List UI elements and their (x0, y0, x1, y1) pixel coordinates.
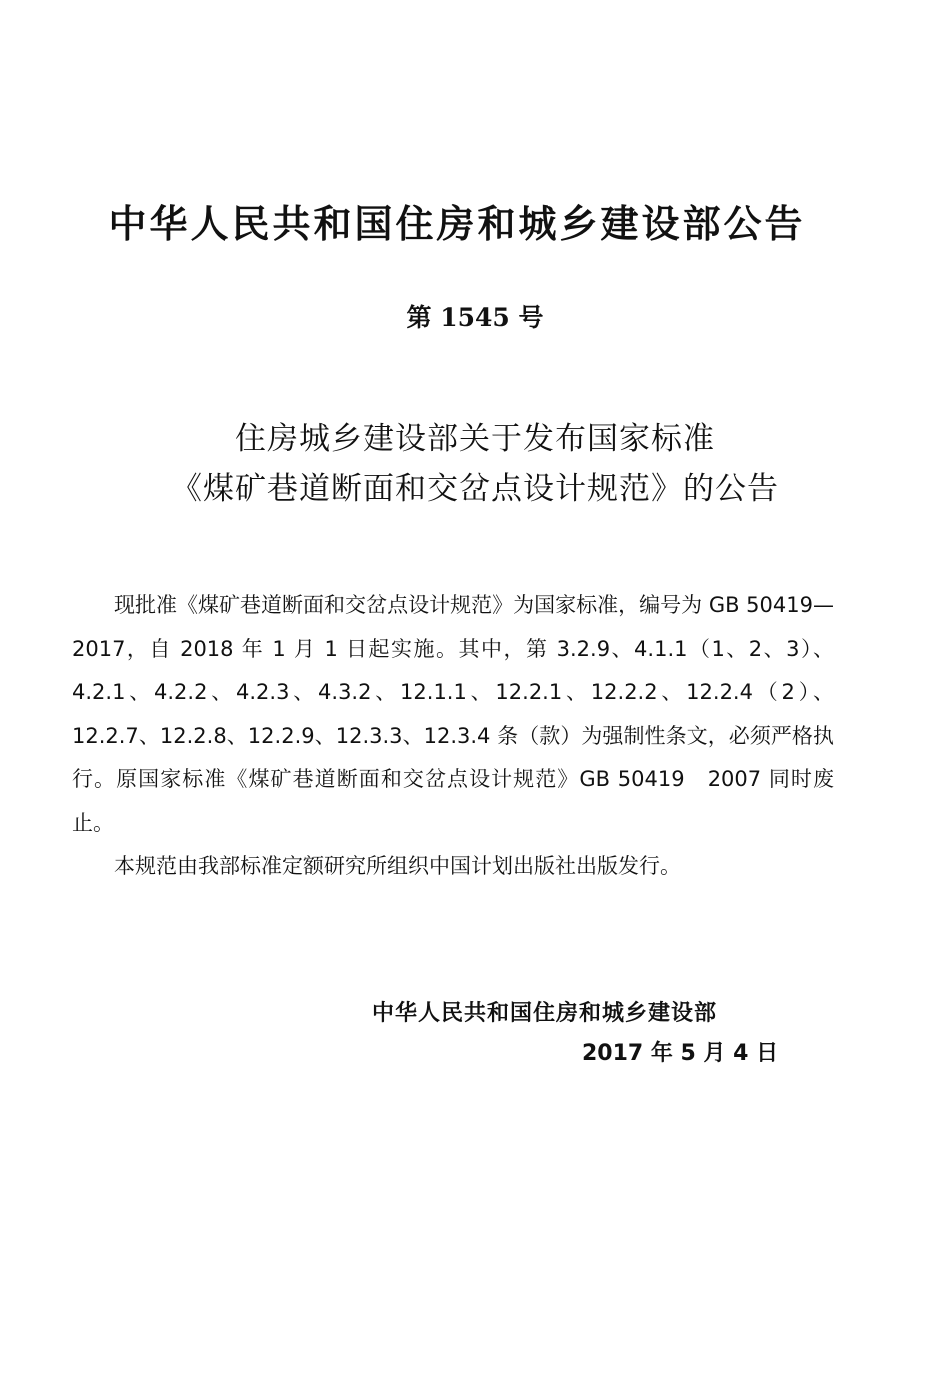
body-paragraph-2: 本规范由我部标准定额研究所组织中国计划出版社出版发行。 (114, 854, 681, 878)
announcement-body (72, 584, 834, 889)
signature-date: 2017 年 5 月 4 日 (582, 1041, 779, 1066)
announcement-number: 第 1545 号 (406, 303, 544, 332)
subtitle-line-2: 《煤矿巷道断面和交岔点设计规范》的公告 (171, 471, 779, 507)
signature-organization: 中华人民共和国住房和城乡建设部 (372, 1001, 718, 1026)
announcement-subtitle (0, 414, 950, 514)
subtitle-line-1: 住房城乡建设部关于发布国家标准 (235, 421, 715, 457)
announcement-title: 中华人民共和国住房和城乡建设部公告 (108, 202, 806, 246)
body-paragraph-1: 现批准《煤矿巷道断面和交岔点设计规范》为国家标准，编号为 GB 50419—2017，自 2018 年 1 月 1 日起实施。其中，第 3.2.9、4.1.1（1、2、3）、4.2.1、4.2.2、4.2.3、4.3.2、12.1.1、12.2.1、12.2.2、12.2.4（2）、12.2.7、12.2.8、12.2.9、12.3.3、12.3.4 条（款）为强制性条文，必须严格执行。原国家标准《煤矿巷道断面和交岔点设计规范》GB 50419 2007 同时废止。 (72, 593, 834, 835)
